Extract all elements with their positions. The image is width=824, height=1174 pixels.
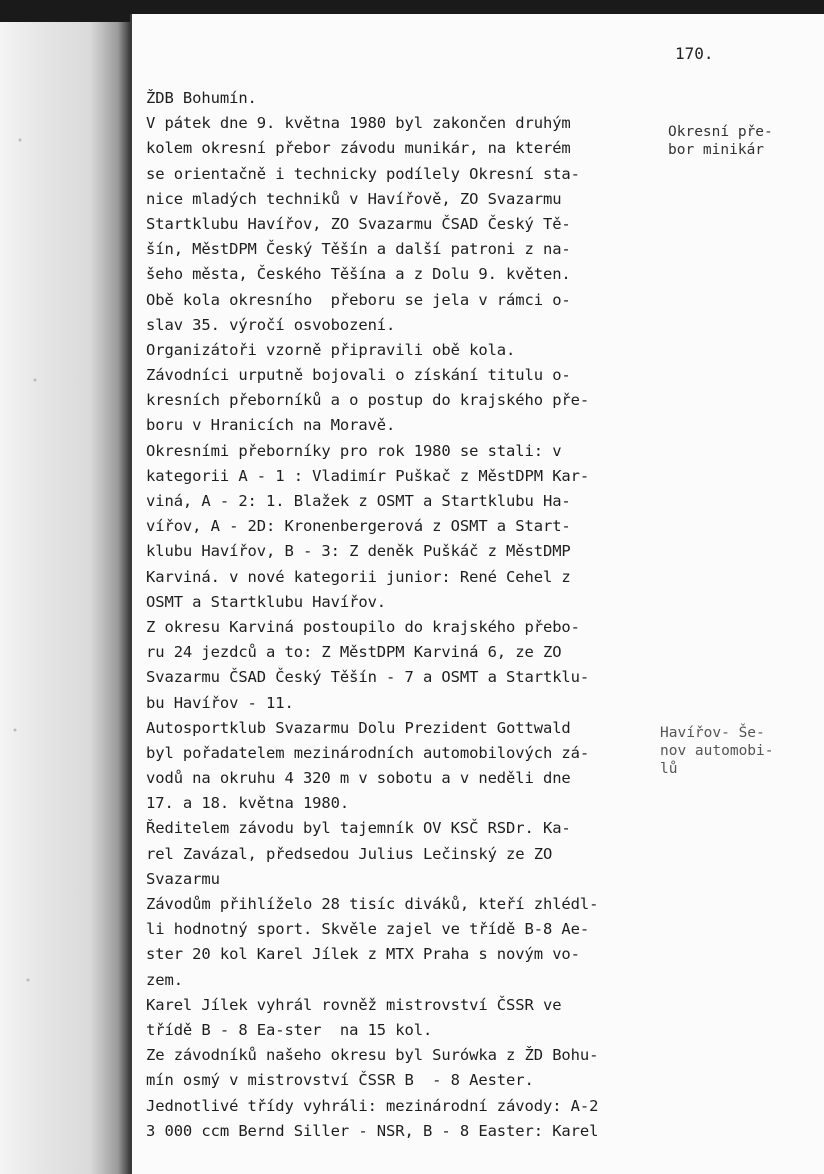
body-line: Svazarmu [146, 869, 220, 888]
body-line: zem. [146, 970, 183, 989]
margin-note-line: Okresní pře- [668, 124, 773, 140]
body-line: se orientačně i technicky podílely Okresní sta- [146, 164, 580, 183]
body-line: 3 000 ccm Bernd Siller - NSR, B - 8 Easter: Karel [146, 1121, 599, 1140]
body-line: Startklubu Havířov, ZO Svazarmu ČSAD Český Tě- [146, 214, 571, 233]
body-line: Jednotlivé třídy vyhráli: mezinárodní závody: A-2 [146, 1096, 599, 1115]
margin-note-line: nov automobi- [660, 743, 774, 759]
body-line: Organizátoři vzorně připravili obě kola. [146, 340, 516, 359]
body-line: nice mladých techniků v Havířově, ZO Svazarmu [146, 189, 562, 208]
body-line: boru v Hranicích na Moravě. [146, 416, 396, 435]
body-line: Ředitelem závodu byl tajemník OV KSČ RSDr. Ka- [146, 819, 571, 838]
body-line: ŽDB Bohumín. [146, 89, 257, 107]
body-line: vířov, A - 2D: Kronenbergerová z OSMT a Start- [146, 517, 571, 536]
body-line: bu Havířov - 11. [146, 693, 294, 712]
margin-note-havirov-senov [660, 724, 774, 778]
body-line: Z okresu Karviná postoupilo do krajského přebo- [146, 617, 580, 636]
left-margin-specks [0, 80, 60, 1080]
body-line: ster 20 kol Karel Jílek z MTX Praha s novým vo- [146, 945, 580, 964]
margin-note-line: bor minikár [668, 142, 765, 158]
body-line: vodů na okruhu 4 320 m v sobotu a v neděli dne [146, 769, 571, 788]
body-line: Karel Jílek vyhrál rovněž mistrovství ČSSR ve [146, 995, 562, 1014]
body-line: třídě B - 8 Ea-ster na 15 kol. [146, 1020, 433, 1039]
body-line: slav 35. výročí osvobození. [146, 315, 396, 334]
margin-note-okresni-prebor [668, 123, 773, 159]
body-line: Závodníci urputně bojovali o získání titulu o- [146, 366, 571, 385]
body-line: šeho města, Českého Těšína a z Dolu 9. květen. [146, 265, 571, 284]
body-line: V pátek dne 9. května 1980 byl zakončen druhým [146, 114, 571, 133]
body-line: kolem okresní přebor závodu munikár, na kterém [146, 139, 571, 158]
body-line: klubu Havířov, B - 3: Z deněk Puškáč z MěstDMP [146, 542, 571, 561]
margin-note-line: lů [660, 761, 678, 777]
body-line: kategorii A - 1 : Vladimír Puškač z MěstDPM Kar- [146, 466, 590, 485]
body-line: kresních přeborníků a o postup do krajského pře- [146, 391, 590, 410]
body-line: OSMT a Startklubu Havířov. [146, 592, 387, 611]
body-line: Obě kola okresního přeboru se jela v rámci o- [146, 290, 571, 309]
body-text [146, 86, 646, 1144]
body-line: ru 24 jezdců a to: Z MěstDPM Karviná 6, ze ZO [146, 643, 562, 662]
body-line: šín, MěstDPM Český Těšín a další patroni z na- [146, 240, 571, 259]
body-line: byl pořadatelem mezinárodních automobilových zá- [146, 743, 590, 762]
margin-note-line: Havířov- Še- [660, 725, 765, 741]
body-line: Ze závodníků našeho okresu byl Surówka z ŽD Bohu- [146, 1046, 599, 1065]
body-line: rel Zavázal, předsedou Julius Lečinský ze ZO [146, 844, 553, 863]
page-number: 170. [675, 44, 714, 63]
body-line: mín osmý v mistrovství ČSSR B - 8 Aester. [146, 1071, 534, 1090]
body-line: Závodům přihlíželo 28 tisíc diváků, kteří zhlédl- [146, 895, 599, 913]
body-line: Karviná. v nové kategorii junior: René Cehel z [146, 567, 571, 586]
body-line: 17. a 18. května 1980. [146, 794, 350, 813]
body-line: viná, A - 2: 1. Blažek z OSMT a Startklubu Ha- [146, 492, 571, 510]
body-line: Svazarmu ČSAD Český Těšín - 7 a OSMT a Startklu- [146, 668, 590, 687]
body-line: li hodnotný sport. Skvěle zajel ve třídě B-8 Ae- [146, 920, 590, 939]
body-line: Autosportklub Svazarmu Dolu Prezident Gottwald [146, 718, 571, 737]
body-line: Okresními přeborníky pro rok 1980 se stali: v [146, 441, 562, 460]
